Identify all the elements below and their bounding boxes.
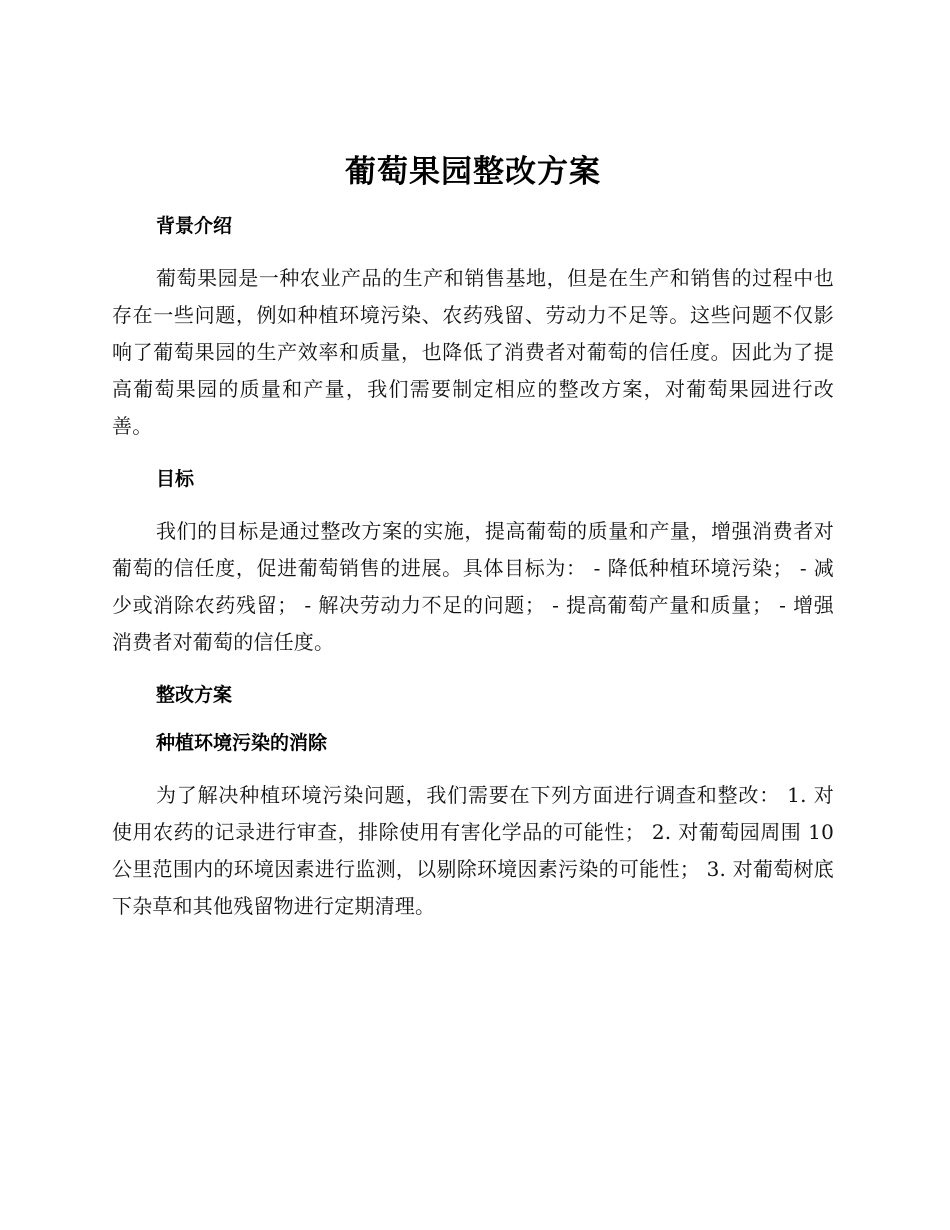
paragraph-pollution: 为了解决种植环境污染问题，我们需要在下列方面进行调查和整改： 1. 对使用农药的记录进行审查，排除使用有害化学品的可能性； 2. 对葡萄园周围 10 公里范围内的环境因素进行监测，以剔除环境因素污染的可能性； 3. 对葡萄树底下杂草和其他残留物进行定期清理。 [112, 783, 834, 918]
subsection-heading-pollution: 种植环境污染的消除 [156, 732, 328, 754]
section-heading-background: 背景介绍 [156, 215, 233, 237]
section-heading-plan: 整改方案 [156, 684, 233, 706]
paragraph-background: 葡萄果园是一种农业产品的生产和销售基地，但是在生产和销售的过程中也存在一些问题，例如种植环境污染、农药残留、劳动力不足等。这些问题不仅影响了葡萄果园的生产效率和质量，也降低了消费者对葡萄的信任度。因此为了提高葡萄果园的质量和产量，我们需要制定相应的整改方案，对葡萄果园进行改善。 [112, 266, 834, 438]
document-title: 葡萄果园整改方案 [345, 154, 601, 190]
section-heading-goal: 目标 [156, 468, 195, 490]
document-body [112, 148, 834, 945]
paragraph-goal: 我们的目标是通过整改方案的实施，提高葡萄的质量和产量，增强消费者对葡萄的信任度，促进葡萄销售的进展。具体目标为： - 降低种植环境污染； - 减少或消除农药残留； - 解决劳动力不足的问题； - 提高葡萄产量和质量； - 增强消费者对葡萄的信任度。 [112, 519, 834, 654]
